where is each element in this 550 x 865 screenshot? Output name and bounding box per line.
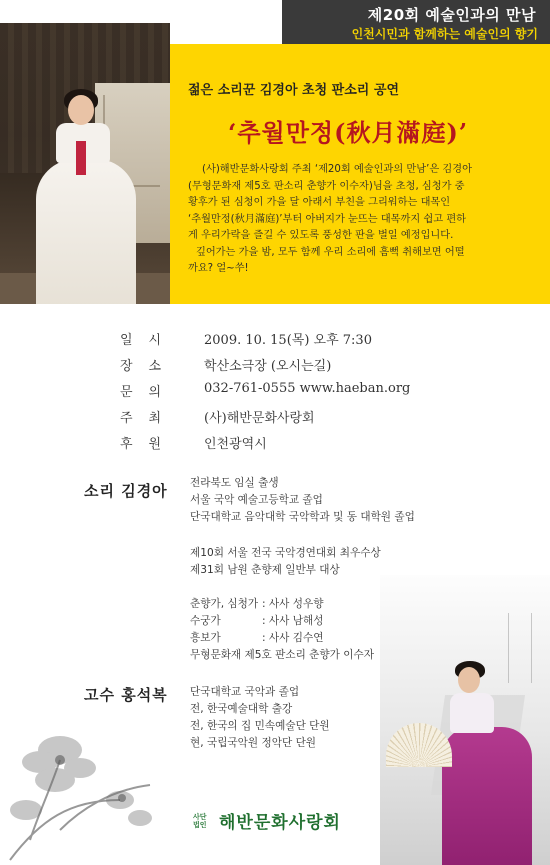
award-line: 제10회 서울 전국 국악경연대회 최우수상 [190,547,381,559]
drummer-heading: 고수 홍석복 [84,686,168,704]
teacher-line: 춘향가, 심청가 : 사사 성우향 [190,598,324,610]
teacher-line: 수궁가 : 사사 남해성 [190,615,324,627]
info-label: 문의 [120,385,178,400]
performer-photo [0,23,170,304]
event-title: ‘추월만정(秋月滿庭)’ [228,118,469,147]
event-subtitle: 젊은 소리꾼 김경아 초청 판소리 공연 [188,83,399,98]
singer-bio [190,475,415,526]
certification-line: 무형문화재 제5호 판소리 춘향가 이수자 [190,649,374,661]
singer-heading: 소리 김경아 [84,482,168,500]
bio-line: 서울 국악 예술고등학교 졸업 [190,494,323,506]
info-label: 장소 [120,359,178,374]
bio-line: 현, 국립국악원 정악단 단원 [190,737,317,749]
logo-text: 해반문화사랑회 [219,813,341,833]
info-label: 후원 [120,437,178,452]
bio-line: 단국대학교 음악대학 국악학과 및 동 대학원 졸업 [190,511,415,523]
teacher-line: 흥보가 : 사사 김수연 [190,632,324,644]
header-banner [282,0,550,44]
drummer-bio [190,684,330,752]
header-title: 제20회 예술인과의 만남 [367,6,536,24]
award-line: 제31회 남원 춘향제 일반부 대상 [190,564,340,576]
info-value: 2009. 10. 15(목) 오후 7:30 [204,333,372,348]
organizer-logo [193,808,341,833]
info-value: 인천광역시 [204,437,267,452]
venue-link[interactable]: 학산소극장 (오시는길) [204,359,332,374]
ink-flower-illustration [0,690,200,865]
bio-line: 단국대학교 국악과 졸업 [190,686,300,698]
dancer-photo [380,575,550,865]
info-label: 일시 [120,333,178,348]
bio-line: 전, 한국의 집 민속예술단 단원 [190,720,330,732]
info-label: 주최 [120,411,178,426]
contact-value[interactable]: 032-761-0555 www.haeban.org [204,381,411,396]
info-value: (사)해반문화사랑회 [204,411,315,426]
bio-line: 전라북도 임실 출생 [190,477,279,489]
logo-small-text: 사단 법인 [193,812,207,829]
event-description: (사)해반문화사랑회 주최 ‘제20회 예술인과의 만남’은 김경아 (무형문화재 제5호 판소리 춘향가 이수자)님을 초청, 심청가 중 황후가 된 심청이 가을 달 아래서 부친을 그리워하는 대목인 ‘추월만정(秋月滿庭)’부터 아버지가 눈뜨는 대목까지 쉽고 편하 게 우리가락을 즐길 수 있도록 풍성한 판을 벌일 예정입니다. 깊어가는 가을 밤, 모두 함께 우리 소리에 흠뻑 취해보면 어떨 까요? 얼~쑤! [188,164,472,274]
singer-teachers [190,596,374,664]
bio-line: 전, 한국예술대학 출강 [190,703,293,715]
header-subtitle: 인천시민과 함께하는 예술인의 향기 [351,27,538,41]
singer-awards [190,545,381,579]
